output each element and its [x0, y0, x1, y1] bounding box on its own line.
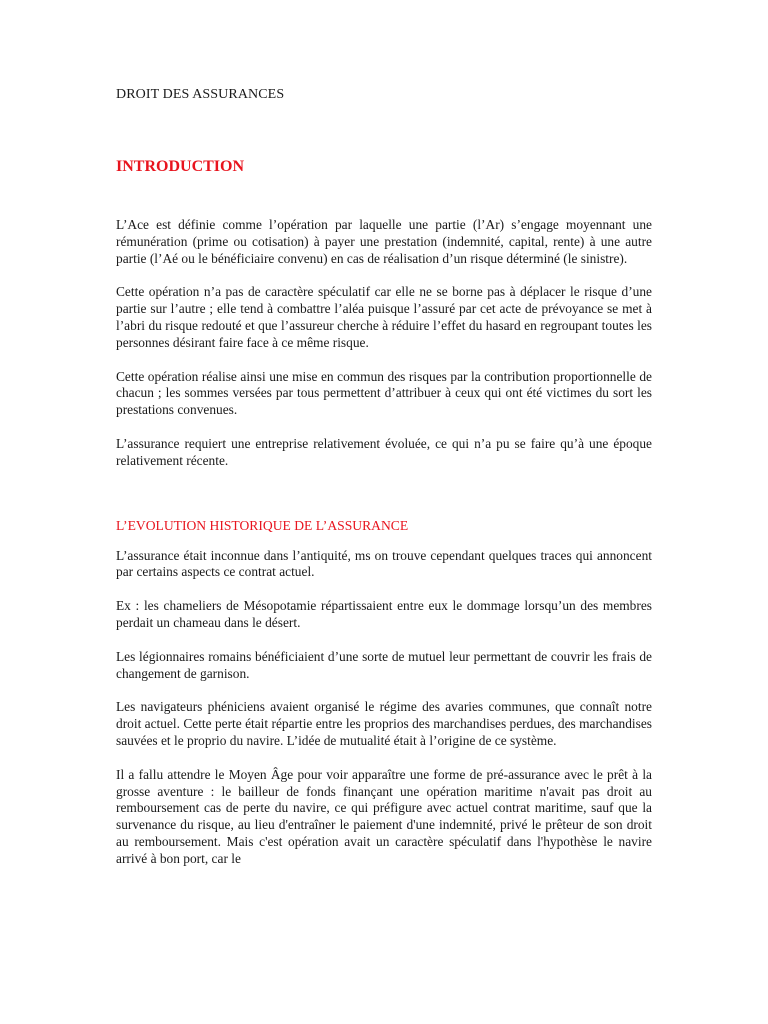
history-paragraph-5: Il a fallu attendre le Moyen Âge pour voir apparaître une forme de pré-assurance avec le prêt à la grosse aventure : le bailleur de fonds finançant une opération maritime n'avait pas droit au remboursement cas de perte du navire, ce qui préfigure avec actuel contrat maritime, sauf que la survenance du risque, au lieu d'entraîner le paiement d'une indemnité, privé le prêteur de son droit au remboursement. Mais c'est opération avait un caractère spéculatif dans l'hypothèse le navire arrivé à bon port, car le — [116, 766, 652, 866]
intro-paragraph-2: Cette opération n’a pas de caractère spéculatif car elle ne se borne pas à déplacer le risque d’une partie sur l’autre ; elle tend à combattre l’aléa puisque l’assuré par cet acte de prévoyance se met à l’abri du risque redouté et que l’assureur cherche à réduire l’effet du hasard en regroupant toutes les personnes désirant faire face à ce même risque. — [116, 284, 652, 350]
history-paragraph-1: L’assurance était inconnue dans l’antiquité, ms on trouve cependant quelques traces qui annoncent par certains aspects ce contrat actuel. — [116, 547, 652, 580]
intro-paragraph-4: L’assurance requiert une entreprise relativement évoluée, ce qui n’a pu se faire qu’à une époque relativement récente. — [116, 435, 652, 468]
document-title: DROIT DES ASSURANCES — [116, 87, 285, 102]
intro-paragraph-1: L’Ace est définie comme l’opération par laquelle une partie (l’Ar) s’engage moyennant une rémunération (prime ou cotisation) à payer une prestation (indemnité, capital, rente) à une autre partie (l’Aé ou le bénéficiaire convenu) en cas de réalisation d’un risque déterminé (le sinistre). — [116, 217, 652, 266]
history-heading: L’EVOLUTION HISTORIQUE DE L’ASSURANCE — [116, 517, 409, 533]
document-page — [116, 86, 652, 868]
history-paragraph-3: Les légionnaires romains bénéficiaient d’une sorte de mutuel leur permettant de couvrir les frais de changement de garnison. — [116, 648, 652, 681]
history-paragraph-2: Ex : les chameliers de Mésopotamie répartissaient entre eux le dommage lorsqu’un des membres perdait un chameau dans le désert. — [116, 598, 652, 630]
intro-paragraph-3: Cette opération réalise ainsi une mise en commun des risques par la contribution proportionnelle de chacun ; les sommes versées par tous permettent d’attribuer à ceux qui ont été victimes du sort les prestations convenues. — [116, 368, 652, 418]
history-paragraph-4: Les navigateurs phéniciens avaient organisé le régime des avaries communes, que connaît notre droit actuel. Cette perte était répartie entre les proprios des marchandises perdues, des marchandises sauvées et le proprio du navire. L’idée de mutualité était à l’origine de ce système. — [116, 699, 652, 748]
introduction-heading: INTRODUCTION — [116, 158, 245, 175]
